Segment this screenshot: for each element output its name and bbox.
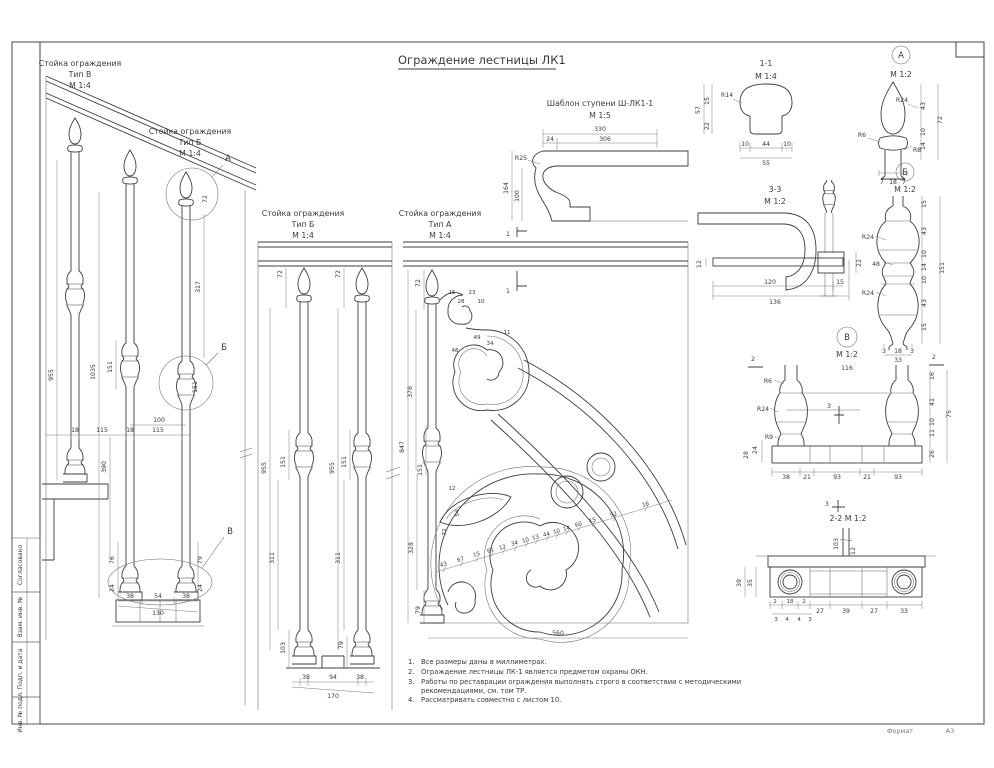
stamp-podp: Подп. и дата <box>17 648 24 690</box>
dim-label: 48 <box>872 261 880 268</box>
scrollwork <box>431 292 686 642</box>
dim-label: 2 <box>773 599 777 605</box>
dim-label: 93 <box>833 474 841 481</box>
note-number: 2. <box>408 668 415 676</box>
dim-label: 1035 <box>90 364 97 380</box>
dim-label: 16 <box>929 372 936 380</box>
dim-label: 11 <box>929 429 936 437</box>
section-2-2-title: 2-2 М 1:2 <box>829 514 867 523</box>
dim-label: 12 <box>498 544 507 552</box>
detail-a-scale: М 1:2 <box>890 70 912 79</box>
dim-label: 3 <box>910 348 914 355</box>
format-label: Формат <box>887 727 913 735</box>
view-type-a-scale: М 1:4 <box>429 231 451 240</box>
dim-label: 12 <box>850 547 857 555</box>
dim-label: 10 <box>921 276 928 284</box>
section-2-2 <box>736 500 936 623</box>
dim-label: 27 <box>816 608 824 615</box>
notes-block <box>408 658 741 704</box>
dim-label: 10 <box>741 141 749 148</box>
dim-label: 16 <box>641 501 650 509</box>
handrail-section <box>740 84 792 134</box>
dim-label: 24 <box>109 584 116 592</box>
dim-label: 103 <box>280 642 287 654</box>
dim-label: 41 <box>929 398 936 406</box>
dim-label: 92 <box>609 511 618 519</box>
view-type-v-sub: Тип В <box>68 70 92 79</box>
dim-label: 3 <box>774 617 778 623</box>
section-1-1 <box>695 59 792 167</box>
dim-label: 54 <box>154 593 162 600</box>
dim-label: 4 <box>797 617 801 623</box>
dim-label: 15 <box>836 279 844 286</box>
dim-label: 955 <box>48 369 55 381</box>
dim-label: 18 <box>889 179 897 186</box>
dim-label: 48 <box>451 348 459 354</box>
dim-label: 21 <box>863 474 871 481</box>
dim-label: 24 <box>197 584 204 592</box>
step-profile <box>533 151 688 221</box>
dim-label: 311 <box>269 552 276 564</box>
dim-label: 2 <box>802 599 806 605</box>
dim-label: 306 <box>599 136 611 143</box>
dim-label: 38 <box>182 593 190 600</box>
dim-label: 33 <box>894 357 902 364</box>
view-type-b-sub: Тип Б <box>291 220 315 229</box>
dim-label: 11 <box>503 330 511 336</box>
note-text: Рассматривать совместно с листом 10. <box>421 696 562 704</box>
dim-label: 27 <box>870 608 878 615</box>
detail-v-mark: В <box>844 333 850 343</box>
dim-label: 7 <box>902 179 906 186</box>
dim-label: 10 <box>477 299 485 305</box>
section-2-2-dims <box>736 538 922 623</box>
dim-label: 12 <box>696 260 703 268</box>
dim-label: 94 <box>329 674 337 681</box>
note-number: 3. <box>408 678 415 686</box>
dim-label: R24 <box>861 234 875 241</box>
section3-mark: 3 <box>827 403 831 410</box>
dim-label: 28 <box>457 299 465 305</box>
detail-mark-b: Б <box>221 343 227 353</box>
dim-label: 57 <box>695 106 702 114</box>
dim-label: R6 <box>857 132 867 139</box>
dim-label: 151 <box>417 464 424 476</box>
dim-label: 38 <box>302 674 310 681</box>
section-1-1-title: 1-1 <box>759 59 773 68</box>
dim-label: 151 <box>192 381 199 393</box>
stamp-vzam: Взам. инв. № <box>17 596 24 638</box>
dim-label: 15 <box>921 323 928 331</box>
dim-label: 93 <box>894 474 902 481</box>
dim-label: 10 <box>552 528 561 536</box>
dim-label: 15 <box>472 551 481 559</box>
dim-label: 43 <box>439 561 448 569</box>
dim-label: 164 <box>503 182 510 194</box>
dim-label: 10 <box>783 141 791 148</box>
dim-label: 151 <box>939 262 946 274</box>
dim-label: 10 <box>920 128 927 136</box>
section-3-3-dims <box>696 252 863 306</box>
view-type-b-dims <box>261 268 374 700</box>
dim-label: 170 <box>327 693 339 700</box>
dim-label: 103 <box>833 538 840 550</box>
detail-b <box>862 163 946 364</box>
dim-label: 24 <box>546 136 554 143</box>
dim-label: 43 <box>921 299 928 307</box>
dim-label: 34 <box>510 540 519 548</box>
dim-label: 72 <box>937 116 944 124</box>
section-3-3 <box>696 180 863 306</box>
view-type-b-upper-title: Стойка ограждения <box>148 127 232 136</box>
dim-label: 115 <box>96 427 108 434</box>
dim-label: 18 <box>786 599 794 605</box>
dim-label: 120 <box>764 279 776 286</box>
handrail-a <box>403 242 688 266</box>
dim-label: 79 <box>415 606 422 614</box>
view-type-v <box>39 59 256 705</box>
dim-label: 328 <box>408 542 415 554</box>
dim-label: 79 <box>338 641 345 649</box>
section-3-3-title: 3-3 <box>768 185 782 194</box>
dim-label: 60 <box>574 521 583 529</box>
dim-label: 54 <box>455 509 461 517</box>
dim-label: 72 <box>335 270 342 278</box>
view-type-b <box>258 209 400 710</box>
dim-label: 72 <box>442 528 448 536</box>
dim-label: R14 <box>720 92 734 99</box>
dim-label: 100 <box>514 190 521 202</box>
section2-mark: 2 <box>932 354 936 361</box>
dim-label: R24 <box>861 290 875 297</box>
view-type-b-upper-scale: М 1:4 <box>179 149 201 158</box>
view-type-a <box>399 209 688 642</box>
baluster-b2 <box>350 268 374 664</box>
dim-label: 390 <box>101 461 108 473</box>
base-left <box>775 365 808 446</box>
dim-label: 136 <box>769 299 781 306</box>
dim-label: 955 <box>261 462 268 474</box>
dim-label: 22 <box>856 259 863 267</box>
dim-label: 44 <box>542 531 551 539</box>
detail-b-mark: Б <box>902 168 908 178</box>
dim-label: 10 <box>521 537 530 545</box>
detail-v-scale: М 1:2 <box>836 350 858 359</box>
detail-circle-a <box>166 168 218 220</box>
dim-label: 100 <box>153 417 165 424</box>
dim-label: 79 <box>197 556 204 564</box>
note-text: Все размеры даны в миллиметрах. <box>421 658 547 666</box>
dim-label: 49 <box>473 335 481 341</box>
wall-hatch <box>768 556 925 567</box>
step-template-title: Шаблон ступени Ш-ЛК1-1 <box>546 99 654 108</box>
baluster-v2 <box>118 150 142 600</box>
dim-label: 4 <box>785 617 789 623</box>
dim-label: 130 <box>152 610 164 617</box>
stamp-inv: Инв. № подл. <box>17 691 24 733</box>
section2-mark: 2 <box>751 356 755 363</box>
dim-label: 3 <box>808 617 812 623</box>
flat-bar-section <box>713 258 843 266</box>
dim-label: 72 <box>415 279 422 287</box>
detail-a-mark: А <box>898 51 904 61</box>
dim-label: 10 <box>921 250 928 258</box>
dowel-circle <box>783 575 797 589</box>
baluster-v1 <box>42 118 108 560</box>
dim-label: R25 <box>514 155 528 162</box>
note-text: Работы по реставрации ограждения выполнять строго в соответствии с методическими <box>421 678 742 686</box>
view-type-b-scale: М 1:4 <box>292 231 314 240</box>
detail-v <box>743 327 953 481</box>
detail-mark-a: А <box>225 154 231 164</box>
dim-label: R24 <box>895 97 909 104</box>
plan-rail <box>770 567 922 597</box>
rail-curl-section <box>698 213 816 290</box>
view-type-a-title: Стойка ограждения <box>398 209 482 218</box>
dim-label: R9 <box>764 434 774 441</box>
step-template-scale: М 1:5 <box>589 111 611 120</box>
dim-label: 55 <box>762 160 770 167</box>
section3-mark: 3 <box>825 501 829 508</box>
dim-label: 28 <box>743 451 750 459</box>
dim-label: 18 <box>126 427 134 434</box>
dim-label: 3 <box>882 348 886 355</box>
detail-v-dims <box>743 370 953 481</box>
dim-label: 34 <box>486 341 494 347</box>
dim-label: 15 <box>448 290 456 296</box>
dim-label: R24 <box>756 406 770 413</box>
detail-mark-v: В <box>227 527 233 537</box>
detail-b-scale: М 1:2 <box>894 185 916 194</box>
dim-label: 115 <box>152 427 164 434</box>
dim-label: 24 <box>752 446 759 454</box>
dim-label: 39 <box>842 608 850 615</box>
note-number: 4. <box>408 696 415 704</box>
section-1-1-dims <box>695 84 792 167</box>
dim-label: 44 <box>762 141 770 148</box>
dim-label: 13 <box>531 534 540 542</box>
dim-label: 116 <box>841 365 853 372</box>
dim-label: 38 <box>126 593 134 600</box>
base-right <box>886 365 919 446</box>
dim-label: 22 <box>704 122 711 130</box>
format-value: А3 <box>945 727 955 735</box>
dim-label: 43 <box>920 102 927 110</box>
dim-label: 330 <box>594 126 606 133</box>
base-rail <box>772 446 922 463</box>
dim-label: 72 <box>277 270 284 278</box>
view-type-v-dims <box>46 160 209 617</box>
section-1-1-scale: М 1:4 <box>755 72 777 81</box>
dim-label: 38 <box>356 674 364 681</box>
dim-label: 15 <box>704 97 711 105</box>
dim-label: 7 <box>880 179 884 186</box>
note-text: Ограждение лестницы ЛК-1 является предметом охраны ОКН. <box>421 668 648 676</box>
dim-label: 67 <box>456 556 465 564</box>
baluster-a <box>420 270 444 623</box>
view-type-b-title: Стойка ограждения <box>261 209 345 218</box>
turned-profile <box>877 196 919 350</box>
dim-label: R8 <box>912 147 922 154</box>
dim-label: 847 <box>399 441 406 453</box>
note-text: рекомендациями, см. том ТР. <box>421 687 527 695</box>
dim-label: 317 <box>195 281 202 293</box>
dim-label: 61 <box>486 547 495 555</box>
dim-label: 72 <box>202 195 209 203</box>
dim-label: 43 <box>921 227 928 235</box>
dim-label: 23 <box>468 290 476 296</box>
handrail-b <box>258 242 392 266</box>
page-title: Ограждение лестницы ЛК1 <box>398 53 566 67</box>
dim-label: 151 <box>341 456 348 468</box>
dim-label: 378 <box>407 386 414 398</box>
dim-label: 35 <box>747 579 754 587</box>
step-template <box>503 99 688 221</box>
dim-label: 21 <box>803 474 811 481</box>
baluster-b1 <box>292 268 316 664</box>
bar-block-section <box>818 252 844 273</box>
dim-label: 10 <box>929 418 936 426</box>
dim-label: 33 <box>900 608 908 615</box>
dim-label: 75 <box>946 410 953 418</box>
dim-label: R6 <box>763 378 773 385</box>
dim-label: 26 <box>929 450 936 458</box>
dim-label: 15 <box>921 200 928 208</box>
dim-label: 39 <box>736 579 743 587</box>
view-type-a-sub: Тип А <box>428 220 452 229</box>
note-number: 1. <box>408 658 415 666</box>
dim-label: 14 <box>921 263 928 271</box>
dim-label: 14 <box>920 142 927 150</box>
dim-label: 18 <box>894 348 902 355</box>
view-type-b-upper-sub: Тип Б <box>178 138 202 147</box>
dim-label: 18 <box>71 427 79 434</box>
section-3-3-scale: М 1:2 <box>764 197 786 206</box>
dowel-circle <box>897 575 911 589</box>
dim-label: 12 <box>448 486 456 492</box>
dim-label: 151 <box>107 361 114 373</box>
dim-label: 311 <box>335 552 342 564</box>
detail-circle-b <box>159 356 213 410</box>
detail-a <box>858 46 944 186</box>
section1-mark: 1 <box>506 231 510 238</box>
dim-label: 955 <box>329 462 336 474</box>
dim-label: 76 <box>109 556 116 564</box>
stamp-column <box>12 538 40 733</box>
view-type-v-title: Стойка ограждения <box>38 59 122 68</box>
view-type-v-scale: М 1:4 <box>69 81 91 90</box>
dim-label: 151 <box>280 456 287 468</box>
dim-label: 560 <box>552 630 564 637</box>
dim-label: 38 <box>782 474 790 481</box>
section1-mark: 1 <box>506 288 510 295</box>
dim-label: 14 <box>562 525 571 533</box>
dim-label: 15 <box>588 517 597 525</box>
stamp-soglasovano: Согласовано <box>17 544 24 586</box>
